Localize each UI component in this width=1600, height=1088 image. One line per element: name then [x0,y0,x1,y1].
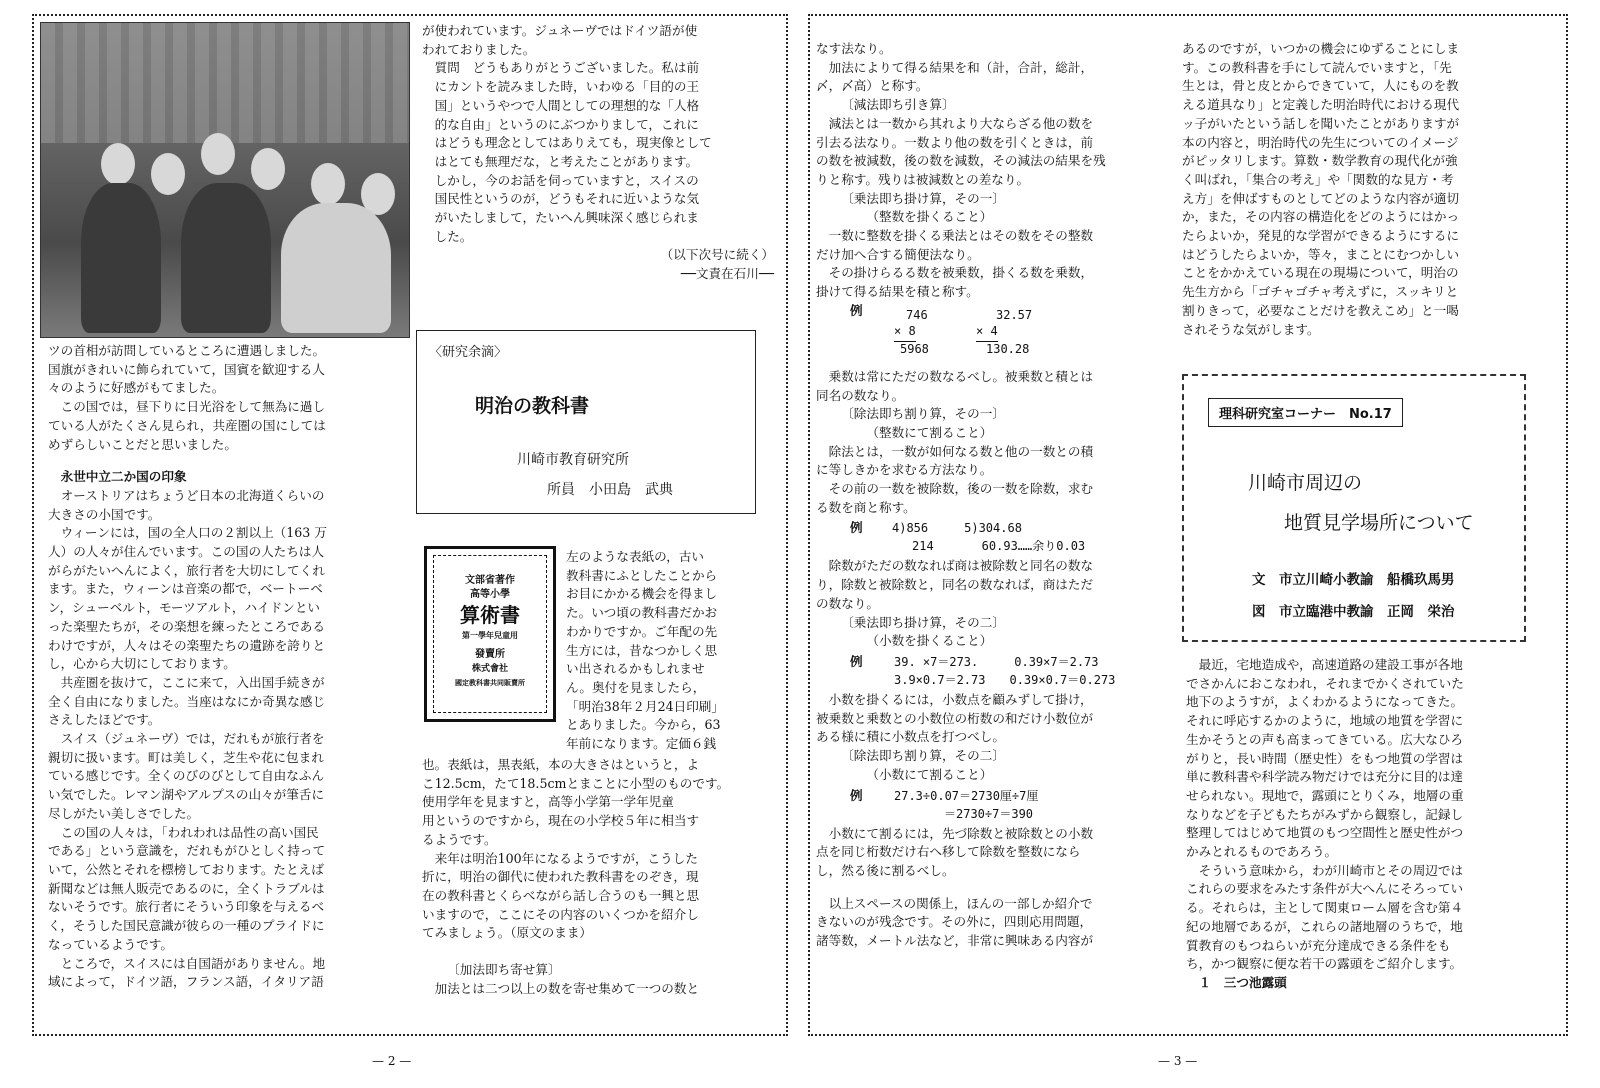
text-line: る。それらは，主として関東ローム層を含む第４ [1186,900,1464,916]
text-line: その掛けらるる数を被乗数，掛くる数を乗数， [828,265,1094,281]
text-line: ところで，スイスには自国語がありません。地 [60,955,326,971]
page-number: — 3 — [1158,1054,1198,1068]
text-line: 用というのですから，現在の小学校５年に相当す [422,813,700,829]
text-line: ン，シューベルト，モーツアルト，ハイドンとい [48,600,321,616]
text-line: ッ子がいたという話しを聞いたことがありますが [1182,115,1460,131]
text-line: る数を商と称す。 [816,499,916,515]
text-line: 来年は明治100年になるようですが，こうした [434,850,698,866]
text-line: 本の内容と，明治時代の先生についてのイメージ [1182,134,1459,150]
text-line: オーストリアはちょうど日本の北海道くらいの [60,487,325,503]
text-line: でさかんにおこなわれ，それまでかくされていた [1186,675,1464,691]
text-line: 最近，宅地造成や，高速道路の建設工事が各地 [1198,657,1463,672]
text-line: とありました。今から，63 [566,717,721,733]
text-line: わけですが，人々はその楽聖たちの遺跡を誇りと [48,637,326,653]
section-heading: 〔乗法即ち掛け算，その二〕 [841,614,1005,630]
text-line: がピッタリします。算数・数学教育の現代化が強 [1182,153,1458,169]
text-line: いて，公然とそれを標榜しております。たとえば [48,861,324,877]
text-line: の数なり。 [816,595,879,611]
text-line: す。この教科書を手にして読んでいますと，「先 [1182,59,1452,75]
division-example [816,517,1168,557]
text-line: 生とは，骨と皮とからできていて，人にものを教 [1182,78,1459,94]
science-corner-box [1182,374,1526,642]
section-heading: 〔加法即ち寄せ算〕 [447,962,561,978]
text-line: こ12.5cm，たて18.5cmとまことに小型のものです。 [422,775,730,791]
text-line: ている感じです。全くのびのびとして自由なふん [48,768,325,784]
text-line: 掛けて得る結果を積と称す。 [816,284,979,300]
text-line: いますので，ここにその内容のいくつかを紹介し [422,906,699,922]
multiplication-example [816,302,1168,368]
text-line: 生方には，昔なつかしく思 [566,642,718,658]
text-line: ツの首相が訪問しているところに遭遇しました。 [48,343,326,358]
text-line: に等しきかを求むる方法なり。 [816,462,993,478]
text-line: く叫ばれ，「集合の考え」や「関数的な見方・考 [1182,171,1454,187]
math-value: 39. ×7＝273. 0.39×7＝2.73 [894,654,1099,669]
text-line: 国」というやつで人間としての理想的な「人格 [434,97,700,113]
geology-article-text [1186,656,1534,993]
page-2 [32,14,788,1036]
continued-note: （以下次号に続く） [660,247,774,263]
section-heading: 〔除法即ち割り算，その二〕 [841,748,1005,764]
text-line: 単に教科書や科学読み物だけでは充分に目的は達 [1186,769,1464,785]
text-line: 国旗がきれいに飾られていて，国賓を歓迎する人 [48,361,325,377]
textbook-cover [424,546,556,722]
text-line: スイス（ジュネーヴ）では，だれもが旅行者を [60,731,325,747]
text-line: この国の人々は，「われわれは品性の高い国民 [60,824,319,840]
math-value: 214 60.93……余り0.03 [912,539,1086,554]
text-line: え方」を伸ばすものとしてどのような内容が適切 [1182,190,1460,206]
text-line: 先生方から「ゴチャゴチャ考えずに，スッキリと [1182,284,1459,300]
text-line: 小数を掛くるには，小数点を顧みずして掛け， [828,691,1093,707]
text-line: がらがたいへんによく，旅行者を大切にしてくれ [48,562,325,578]
text-line: はとても無理だな，と考えたことがあります。 [434,153,699,169]
text-line: りと称す。残りは被減数との差なり。 [816,171,1030,187]
text-line: はどうしたらよいか，等々，まことにむつかしい [1182,246,1460,262]
section-heading: 〔除法即ち割り算，その一〕 [841,406,1005,422]
corner-credit: 図 市立臨港中教諭 正岡 栄治 [1252,604,1455,620]
text-line: 全く自由になりました。当座はなにか奇異な感じ [48,693,326,709]
text-line: 域によって，ドイツ語，フランス語，イタリア語 [48,974,324,990]
example-label: 例 [850,787,863,803]
page-number: — 2 — [372,1054,412,1068]
text-line: われておりました。 [422,41,536,57]
text-line: なっているようです。 [48,936,173,952]
text-line: たらよいか，発見的な学習ができるようにするに [1182,228,1460,244]
text-line: せられない。現地で，露頭にとりくみ，地層の重 [1186,787,1464,803]
box-author: 所員 小田島 武典 [547,482,673,498]
text-line: わかりですか。ご年配の先 [566,623,718,639]
text-line: が使われています。ジュネーヴではドイツ語が使 [422,23,698,38]
crowd-photo [40,22,410,338]
text-line: 的な自由」というのにぶつかりまして，これに [434,116,699,132]
text-line: 小数にて割るには，先づ除数と被除数との小数 [828,825,1094,841]
text-line: なす法なり。 [816,41,892,56]
text-line: い気でした。レマン湖やアルプスの山々が筆舌に [48,787,325,803]
box-label: 〈研究余滴〉 [429,345,508,360]
text-line: ん。奥付を見ましたら， [566,679,706,695]
text-line: し，然る後に割るべし。 [816,862,955,878]
math-value: × 4 [976,322,998,342]
text-line: く，そうした国民意識が彼らの一種のプライドに [48,918,325,934]
section-heading: 永世中立二か国の印象 [60,469,187,485]
text-line: 在の教科書とくらべながら話し合うのも一興と思 [422,887,700,903]
section-heading: 〔乗法即ち掛け算，その一〕 [841,190,1005,206]
cover-text: 文部省著作 [465,575,515,586]
decimal-multiplication-example [816,651,1168,691]
box-org: 川崎市教育研究所 [517,452,629,468]
text-line: 加法によりて得る結果を和（計，合計，総計， [828,59,1094,75]
text-line: 人）の人々が住んでいます。この国の人たちは人 [48,544,325,560]
cover-text: 株式會社 [471,664,508,674]
math-value: 4)856 5)304.68 [892,521,1022,536]
cover-text: 國定教科書共同販賣所 [455,678,525,687]
math-value: 130.28 [986,341,1030,356]
math-column [816,40,1168,951]
text-line: 教科書にふとしたことから [566,567,718,583]
text-line: 質問 どうもありがとうございました。私は前 [434,60,700,76]
text-line: さえしたほどです。 [48,712,161,728]
text-line: 共産圏を抜けて，ここに来て，入出国手続きが [60,674,325,690]
text-line: し，心から大切にしております。 [48,656,236,672]
example-label: 例 [850,520,863,536]
text-line: ある様に積に小数点を打つべし。 [816,729,1005,745]
text-line: そういう意味から，わが川崎市とその周辺では [1198,862,1464,878]
text-line: 親切に扱います。町は美しく，芝生や花に包まれ [48,749,324,765]
text-line: 引去る法なり。一数より他の数を引くときは，前 [816,134,1094,150]
text-line: それに呼応するかのように，地域の地質を学習に [1186,713,1464,729]
text-line: 年前になります。定価６銭 [566,736,717,752]
text-line: ウィーンには，国の全人口の２割以上（163 万 [60,525,327,541]
text-line: 除法とは，一数が如何なる数と他の一数との積 [828,443,1094,459]
responsibility-note: ──文責在石川── [680,266,774,282]
text-line: 尽しがたい美しさでした。 [48,805,200,821]
text-line: 一数に整数を掛くる乗法とはその数をその整数 [828,228,1094,244]
math-value: × 8 [894,322,916,342]
text-line: だけ加へ合する簡便法なり。 [816,246,980,262]
text-line: 々のように好感がもてました。 [48,380,225,396]
research-box [416,330,756,514]
corner-label: 理科研究室コーナー No.17 [1208,398,1403,427]
text-line: 質教育のもつねらいが充分達成できる条件をも [1186,937,1451,953]
text-line: か，また，その内容の構造化をどのようにはかっ [1182,209,1460,225]
example-label: 例 [850,302,863,318]
text-line: 諸等数，メートル法など，非常に興味ある内容が [816,933,1094,949]
subsection-heading: １ 三つ池露頭 [1198,974,1287,990]
text-line: 減法とは一数から其れより大ならざる他の数を [828,115,1094,131]
text-line: はどうも理念としてはありえても，現実像として [434,135,712,151]
text-line: がいたしまして，たいへん興味深く感じられま [434,210,699,226]
text-line: きないのが残念です。その外に，四則応用問題， [816,914,1093,930]
section-subheading: （小数にて割ること） [866,766,993,782]
text-line: 「明治38年２月24日印刷」 [566,698,724,714]
text-line: した。 [434,228,473,244]
text-line: 整理してはじめて地質のもつ空間性と歴史性がつ [1186,825,1464,841]
left-column-intro [48,342,416,992]
text-line: 大きさの小国です。 [48,506,161,522]
text-line: 割りきって，必要なことだけを教えこめ」と一喝 [1182,302,1459,318]
cover-side-text [566,548,776,754]
text-line: 使用学年を見ますと，高等小学第一学年児童 [422,794,674,810]
text-line: るようです。 [422,831,497,847]
text-line: 以上スペースの関係上，ほんの一部しか紹介で [828,895,1093,911]
text-line: り，除数と被除数と，同名の数なれば，商はただ [816,577,1094,593]
text-line: 同名の数なり。 [816,387,905,403]
text-line: 新聞などは無人販売であるのに，全くトラブルは [48,880,325,896]
text-line: これらの要求をみたす条件が大へんにそろってい [1186,881,1464,897]
text-line: 加法とは二つ以上の数を寄せ集めて一つの数と [434,980,700,996]
text-line: お目にかかる機会を得まし [566,586,718,602]
cover-bottom-text [422,756,774,998]
text-line: 〆，〆高）と称す。 [816,78,929,94]
section-subheading: （整数にて割ること） [866,424,993,440]
text-line: である」という意識を，だれもがひとしく持って [48,843,326,859]
cover-text: 發賣所 [475,649,505,660]
text-line: されそうな気がします。 [1182,321,1320,337]
corner-title: 川崎市周辺の [1248,472,1363,494]
corner-title: 地質見学場所について [1284,512,1474,534]
section-heading: 〔減法即ち引き算〕 [841,97,955,113]
math-value: 5968 [900,341,929,356]
text-line: った楽聖たちが，その楽想を練ったところである [48,618,325,634]
cover-text: 高等小學 [470,589,510,600]
text-line: ます。また，ウィーンは音楽の都で，ベートーベ [48,581,323,597]
text-line: 乗数は常にただの数なるべし。被乗数と積とは [828,368,1094,384]
text-line: 被乗数と乗数との小数位の桁数の和だけ小数位が [816,710,1094,726]
corner-credit: 文 市立川崎小教諭 船橋玖馬男 [1252,572,1455,588]
text-line: しかし，今のお話を伺っていますと，スイスの [434,172,699,188]
commentary-column [1182,40,1534,339]
text-line: 紀の地層であるが，これらの諸地層のうちで，地 [1186,918,1463,934]
page-3 [808,14,1568,1036]
text-line: あるのですが，いつかの機会にゆずることにしま [1182,41,1460,56]
math-value: ＝2730÷7＝390 [944,806,1034,821]
text-line: 点を同じ桁数だけ右へ移して除数を整数になら [816,844,1081,860]
text-line: めずらしいことだと思いました。 [48,436,237,452]
text-line: 地下のようすが，よくわかるようになってきた。 [1186,694,1464,710]
text-line: ないそうです。旅行者にそういう印象を与えるべ [48,899,325,915]
text-line: い出されるかもしれませ [566,661,705,677]
box-title: 明治の教科書 [475,395,590,417]
math-value: 3.9×0.7＝2.73 0.39×0.7＝0.273 [894,672,1116,687]
text-line: 国民性というのが，どうもそれに近いような気 [434,191,700,207]
text-line: 除数がただの数なれば商は被除数と同名の数な [828,558,1094,574]
text-line: なりなどを子どもたちがみずから観察し，記録し [1186,806,1464,822]
math-value: 746 [906,307,928,322]
text-line: この国では，昼下りに日光浴をして無為に過し [60,399,326,415]
text-line: 生かそうとの声も高まってきている。広大なひろ [1186,731,1464,747]
cover-text: 第一學年兒童用 [462,630,518,640]
text-line: える道具なり」と定義した明治時代における現代 [1182,97,1460,113]
text-line: 也。表紙は，黒表紙，本の大きさはというと，よ [422,757,700,772]
text-line: その前の一数を被除数，後の一数を除数，求む [828,481,1094,497]
text-line: た。いつ頃の教科書だかお [566,605,718,621]
text-line: ことをかかえている現在の現場について，明治の [1182,265,1459,281]
text-line: 折に，明治の御代に使われた教科書をのぞき，現 [422,869,699,885]
text-line: にカントを読みました時，いわゆる「目的の王 [434,79,700,95]
cover-title: 算術書 [460,603,520,627]
section-subheading: （整数を掛くること） [866,209,993,225]
math-value: 32.57 [996,307,1033,322]
section-subheading: （小数を掛くること） [866,633,993,649]
text-line: てみましょう。（原文のまま） [422,925,593,941]
text-line: かみとれるものであろう。 [1186,844,1338,860]
text-line: がりと，長い時間（歴史性）をもつ地質の学習は [1186,750,1464,766]
text-line: ち，かつ観察に便な若干の露頭をご紹介します。 [1186,956,1463,972]
text-line: の数を被減数，後の数を減数，その減法の結果を残 [816,153,1106,169]
math-value: 27.3÷0.07＝2730厘÷7厘 [894,788,1039,803]
text-line: ている人がたくさん見られ，共産圏の国にしては [48,417,326,433]
text-line: 左のような表紙の，古い [566,549,705,564]
right-column-top [422,22,774,284]
decimal-division-example [816,785,1168,825]
example-label: 例 [850,653,863,669]
